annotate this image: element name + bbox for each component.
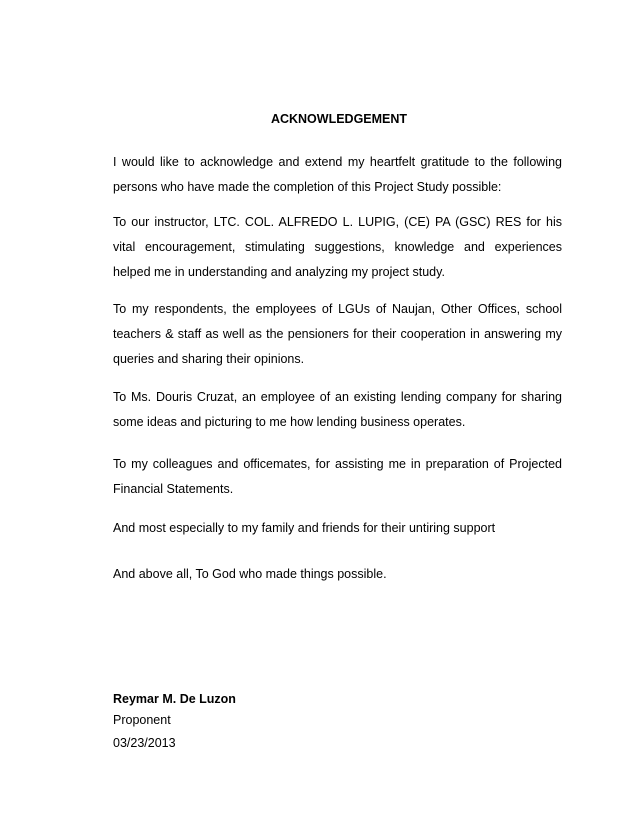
paragraph-intro: I would like to acknowledge and extend my heartfelt gratitude to the following persons who have made the completion of this Project Study possible:	[113, 155, 562, 194]
paragraph-family: And most especially to my family and friends for their untiring support	[113, 521, 496, 535]
signature-name: Reymar M. De Luzon	[113, 692, 236, 706]
paragraph-respondents: To my respondents, the employees of LGUs of Naujan, Other Offices, school teachers & staff as well as the pensioners for their cooperation in answering my queries and sharing their opinions.	[113, 302, 562, 366]
paragraph-instructor: To our instructor, LTC. COL. ALFREDO L. LUPIG, (CE) PA (GSC) RES for his vital encouragement, stimulating suggestions, knowledge and experiences helped me in understanding and analyzing my project study.	[113, 215, 562, 279]
signature-date: 03/23/2013	[113, 736, 176, 750]
paragraph-colleagues: To my colleagues and officemates, for assisting me in preparation of Projected Financial Statements.	[113, 457, 562, 496]
paragraph-god: And above all, To God who made things possible.	[113, 567, 387, 581]
paragraph-lending-company: To Ms. Douris Cruzat, an employee of an existing lending company for sharing some ideas and picturing to me how lending business operates.	[113, 390, 562, 429]
page-title: ACKNOWLEDGEMENT	[270, 112, 408, 126]
signature-role: Proponent	[113, 713, 171, 727]
